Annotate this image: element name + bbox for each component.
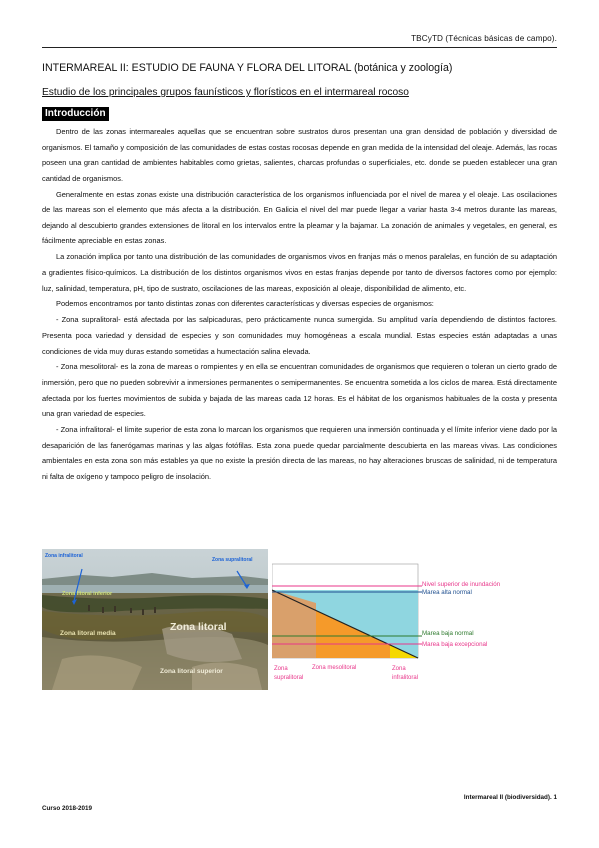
photo-label-litoral-inferior: Zona litoral inferior xyxy=(62,591,113,597)
shore-photo-graphic xyxy=(42,549,268,690)
photo-label-litoral-superior: Zona litoral superior xyxy=(160,668,223,675)
paragraph: - Zona supralitoral- está afectada por las salpicaduras, pero prácticamente nunca sumergida. Su amplitud varía dependiendo de distintos factores. Presenta poca variedad y densidad de especies y son comunidades muy homogéneas a escala mundial. Estas especies están adaptadas a unas condiciones de vida muy duras estando sometidas a humectación salina elevada. xyxy=(42,315,557,356)
paragraph: - Zona mesolitoral- es la zona de mareas o rompientes y en ella se encuentran comunidades de organismos que requieren o toleran un cierto grado de inmersión, pero que no pueden sobrevivir a inmersiones permanentes o semipermanentes. Se encuentra sometida a los ciclos de marea. Está directamente afectada por los fuertes movimientos de subida y bajada de las mareas cada 12 horas. Es el hábitat de los organismos habituales de la costa y presenta una gran variedad de especies. xyxy=(42,362,557,419)
photo-label-litoral: Zona litoral xyxy=(170,621,227,633)
paragraph: Dentro de las zonas intermareales aquellas que se encuentran sobre sustratos duros presentan una gran densidad de población y diversidad de organismos. El tamaño y composición de las comunidades de estas costas rocosas depende en gran medida de la intensidad del oleaje. Además, las rocas poseen una gran cantidad de ambientes habitables como grietas, salientes, charcas profundas o superficiales, etc. donde se pueden establecer una gran cantidad de organismos. xyxy=(42,127,557,183)
photo-label-infralitoral: Zona infralitoral xyxy=(45,553,83,559)
photo-label-supralitoral: Zona supralitoral xyxy=(212,557,253,563)
paragraph: Generalmente en estas zonas existe una distribución característica de los organismos influenciada por el nivel de marea y el oleaje. Las oscilaciones de las mareas son el elemento que más afecta a la distribución. En Galicia el nivel del mar puede llegar a variar hasta 3-4 metros durante las mareas, dejando al descubierto grandes extensiones de litoral en los intervalos entre la pleamar y la bajamar. La zonación de animales y vegetales, en general, es fácilmente apreciable en estas zonas. xyxy=(42,189,557,246)
shore-photo xyxy=(42,549,268,690)
level-label-alta: Marea alta normal xyxy=(422,589,472,596)
page-footer-right: Intermareal II (biodiversidad). 1 xyxy=(463,794,557,801)
page-footer-left: Curso 2018-2019 xyxy=(42,805,93,812)
zonation-diagram xyxy=(272,562,530,690)
zone-label-mesolitoral: Zona mesolitoral xyxy=(312,665,357,671)
title-main: INTERMAREAL II: ESTUDIO DE FAUNA Y FLORA DEL LITORAL xyxy=(42,62,352,74)
paragraph: Podemos encontramos por tanto distintas zonas con diferentes características y diversas especies de organismos: xyxy=(56,299,434,309)
document-subtitle: Estudio de los principales grupos faunísticos y florísticos en el intermareal rocoso xyxy=(42,87,409,98)
zone-label-supralitoral: Zona supralitoral xyxy=(274,666,304,681)
document-title xyxy=(42,62,452,74)
photo-label-litoral-media: Zona litoral media xyxy=(60,630,116,637)
body-text xyxy=(42,124,557,485)
zone-label-infralitoral: Zona infralitoral xyxy=(392,666,419,681)
paragraph: - Zona infralitoral- el límite superior de esta zona lo marcan los organismos que requieren una inmersión continuada y el límite inferior viene dado por la desaparición de las fanerógamas marinas y las algas fotófilas. Esta zona puede quedar parcialmente descubierta en las mareas vivas. Las condiciones ambientales en esta zona son más estables ya que no existe la presión directa de las mareas, no hay alteraciones bruscas de salinidad, ni de temperatura ni falta de oxígeno y tampoco peligro de insolación. xyxy=(42,425,557,481)
title-suffix: (botánica y zoología) xyxy=(351,62,453,74)
paragraph: La zonación implica por tanto una distribución de las comunidades de organismos vivos en franjas más o menos paralelas, en función de su adaptación a gradientes físico-químicos. La distribución de los distintos organismos vivos en estas franjas depende por tanto de diversos factores como por ejemplo: luz, salinidad, temperatura, pH, tipo de sustrato, oscilaciones de las mareas, exposición al oleaje, disponibilidad de alimento, etc. xyxy=(42,252,557,293)
level-label-excepcional: Marea baja excepcional xyxy=(422,641,488,648)
header-rule xyxy=(42,47,557,48)
section-heading: Introducción xyxy=(42,107,109,121)
running-header: TBCyTD (Técnicas básicas de campo). xyxy=(411,34,557,43)
level-label-baja: Marea baja normal xyxy=(422,630,474,637)
level-label-inundacion: Nivel superior de inundación xyxy=(422,581,501,588)
